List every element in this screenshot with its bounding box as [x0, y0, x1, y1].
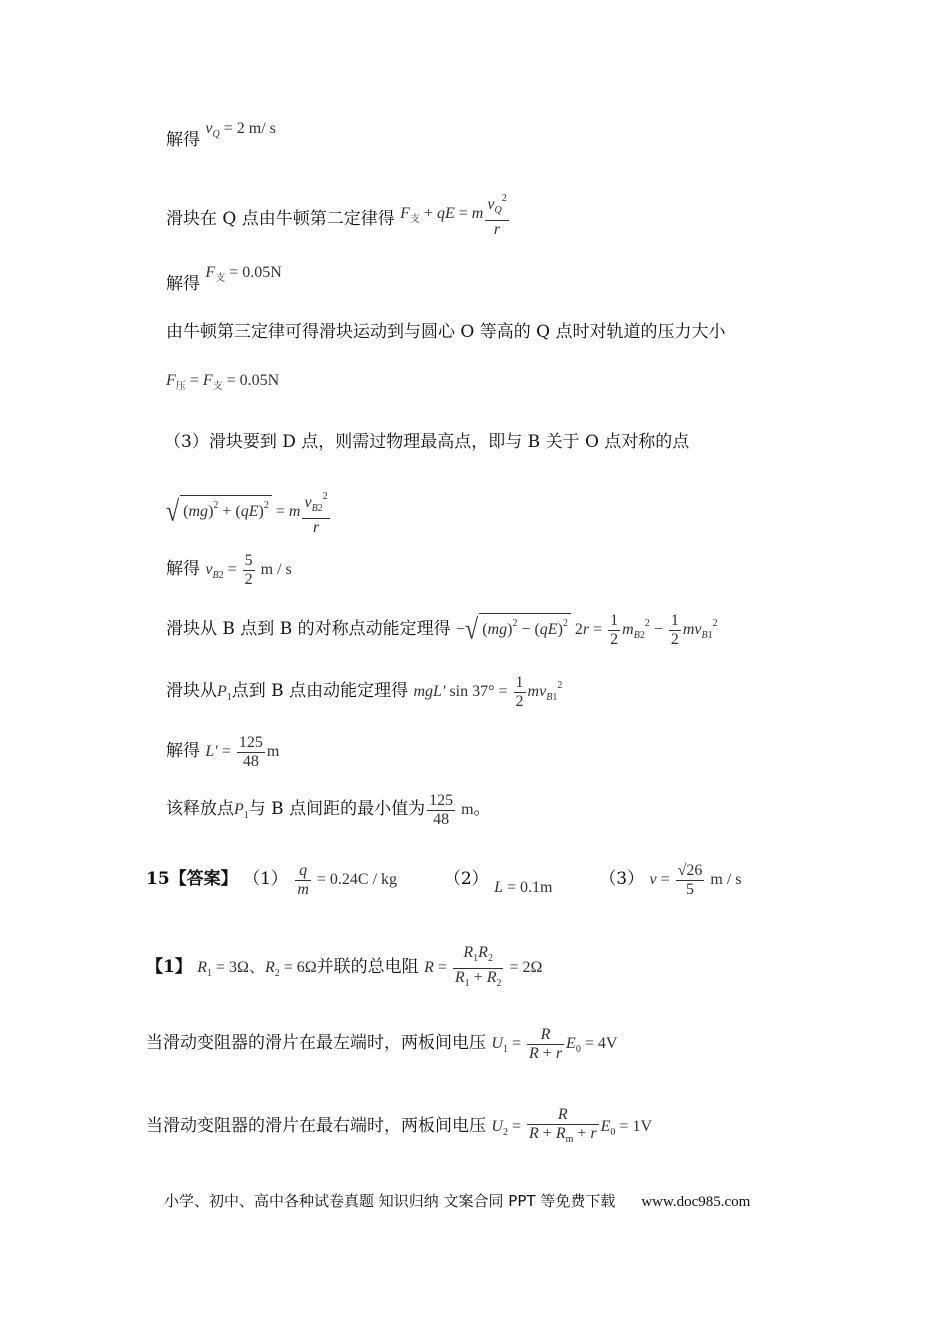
- page-footer: [164, 1190, 750, 1211]
- equation-p1: mgL′ sin 37° = $\frac{1}{2}$ $mv_{B1}^2$: [413, 674, 563, 710]
- footer-text: 小学、初中、高中各种试卷真题 知识归纳 文案合同 PPT 等免费下载: [164, 1192, 616, 1210]
- line-text: 当滑动变阻器的滑片在最左端时，两板间电压: [146, 1033, 486, 1054]
- answer-1: $\frac{q}{m}$ = 0.24C / kg: [297, 862, 398, 898]
- equation-u1: $U_1$ = $\frac{R}{R + r}$ $E_0 = 4V$: [491, 1026, 618, 1062]
- equation-vq: $v_Q = 2$ m/ s: [205, 120, 276, 140]
- solve-line-vq: [166, 120, 276, 157]
- right-end-voltage-line: [146, 1106, 652, 1149]
- equation-pressure: $F_压 = F_支 = 0.05N$: [166, 372, 280, 392]
- kinetic-energy-p1-line: [166, 674, 562, 711]
- equation-kinetic-energy: −√ (mg)$^2$ − (qE)$^2$ 2r = $\frac{1}{2}$ $m_{B2}^2$ − $\frac{1}{2}$ $mv_{B1}^2$: [456, 612, 718, 648]
- line-text-b: 点到 B 点由动能定理得: [231, 681, 409, 702]
- line-text: 当滑动变阻器的滑片在最右端时，两板间电压: [146, 1116, 486, 1137]
- label-text: 解得: [166, 741, 200, 762]
- label-text: 解得: [166, 559, 200, 580]
- line-text: 并联的总电阻: [316, 957, 419, 978]
- left-end-voltage-line: [146, 1026, 617, 1063]
- equation-fsupport: $F_支 = 0.05N$: [205, 264, 282, 284]
- q15-answer-line: [146, 862, 742, 899]
- pressure-equation-line: [166, 370, 279, 397]
- kinetic-energy-theorem-line: [166, 612, 718, 649]
- part2-label: （2）: [443, 869, 489, 890]
- solve-line-fsupport: [166, 264, 282, 301]
- answer-2: L = 0.1m: [494, 879, 553, 897]
- resistor-values: $R_1 = 3\Omega$、$R_2 = 6\Omega$: [197, 959, 317, 980]
- equation-vb2: $v_{B2}$ = $\frac{5}{2}$ m / s: [205, 552, 292, 588]
- parallel-resistance-line: [146, 944, 542, 993]
- line-text: 滑块在 Q 点由牛顿第二定律得: [166, 209, 395, 230]
- answer-3: v = $\frac{√26}{5}$ m / s: [649, 862, 742, 898]
- line-text-a: 滑块从: [166, 681, 217, 702]
- label-text: 解得: [166, 274, 200, 294]
- solve-line-L: [166, 734, 279, 771]
- line-text-a: 该释放点: [166, 799, 234, 820]
- newton-third-law-line: 由牛顿第三定律可得滑块运动到与圆心 O 等高的 Q 点时对轨道的压力大小: [166, 322, 726, 342]
- line-text-b: 与 B 点间距的最小值为: [248, 799, 426, 820]
- equation-L: L′ = $\frac{125}{48}$ m: [205, 734, 280, 770]
- min-distance-line: [166, 792, 491, 829]
- newton-second-law-line: [166, 193, 511, 245]
- label-text: 解得: [166, 130, 200, 150]
- footer-site[interactable]: www.doc985.com: [641, 1194, 751, 1210]
- part1-marker: 【1】: [146, 957, 192, 978]
- part3-intro-line: （3）滑块要到 D 点，则需过物理最高点，即与 B 关于 O 点对称的点: [164, 432, 690, 452]
- part1-label: （1）: [243, 869, 288, 890]
- solve-line-vb2: [166, 552, 292, 589]
- equation-newton2: $F_支$ + qE = m $\frac{v_Q^2}{r}$: [400, 205, 511, 222]
- highest-point-equation-line: [166, 488, 332, 537]
- period: 。: [473, 799, 491, 820]
- equation-highest-point: √ (mg)$^2$ + (qE)$^2$ = m $\frac{v_{B2}^2}{r}$: [166, 503, 332, 520]
- symbol-p1: $P_1$: [217, 683, 232, 704]
- part3-label: （3）: [599, 869, 645, 890]
- min-distance-value: $\frac{125}{48}$ m: [429, 792, 474, 828]
- line-text: 滑块从 B 点到 B 的对称点动能定理得: [166, 619, 451, 640]
- equation-total-resistance: R = $\frac{R_1R_2}{R_1 + R_2}$ = 2Ω: [424, 944, 543, 989]
- q15-label: 15【答案】: [146, 869, 238, 890]
- symbol-p1: $P_1$: [234, 801, 249, 822]
- equation-u2: $U_2$ = $\frac{R}{R + R_m + r}$ $E_0 = 1V$: [491, 1106, 652, 1145]
